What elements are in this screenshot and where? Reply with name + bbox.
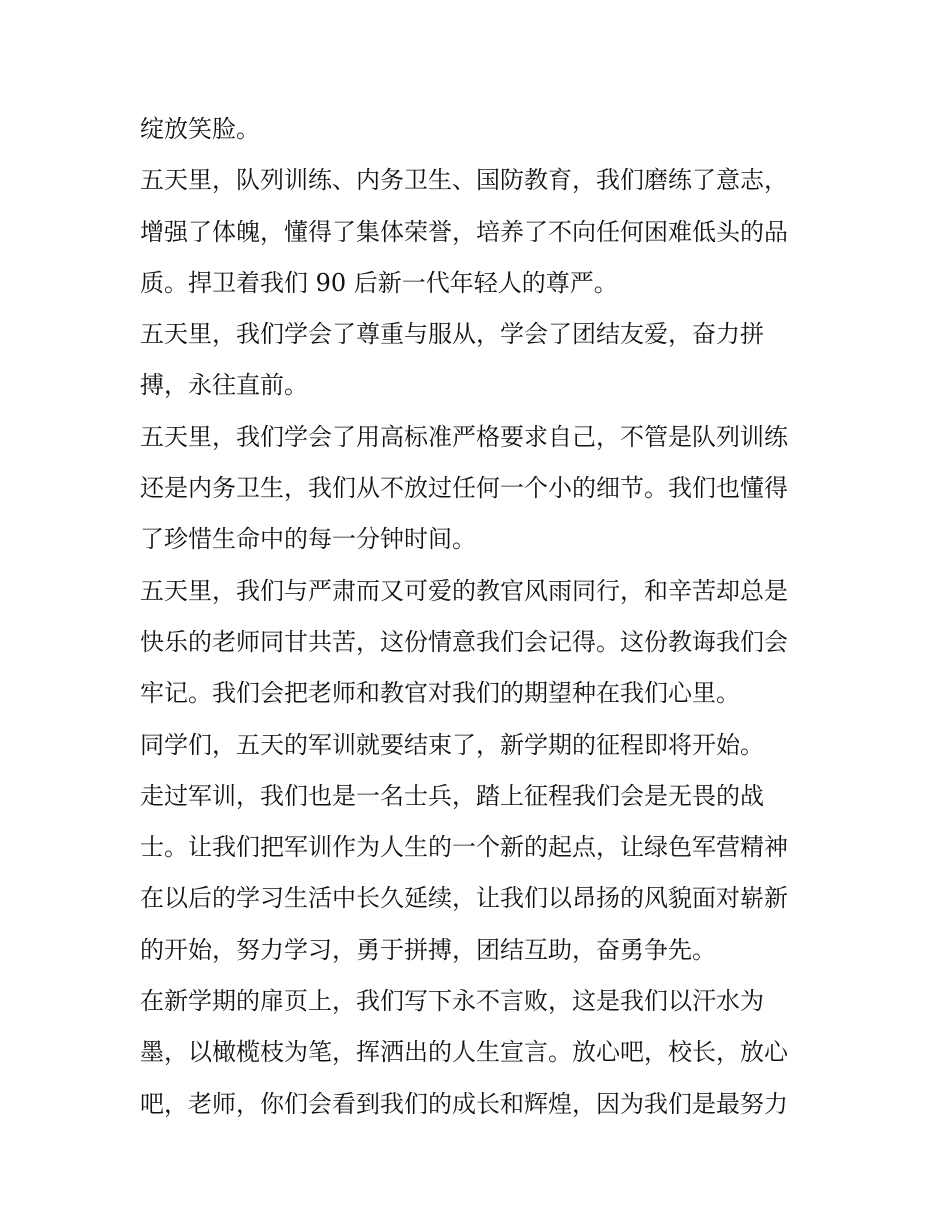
text-line: 五天里，我们学会了用高标准严格要求自己，不管是队列训练 [140, 422, 788, 451]
text-line: 五天里，我们与严肃而又可爱的教官风雨同行，和辛苦却总是 [140, 576, 788, 605]
text-line: 吧，老师，你们会看到我们的成长和辉煌，因为我们是最努力 [140, 1089, 788, 1118]
text-line: 增强了体魄，懂得了集体荣誉，培养了不向任何困难低头的品 [140, 217, 788, 246]
text-line: 牢记。我们会把老师和教官对我们的期望种在我们心里。 [140, 679, 740, 708]
text-line: 的开始，努力学习，勇于拼搏，团结互助，奋勇争先。 [140, 935, 716, 964]
text-line: 还是内务卫生，我们从不放过任何一个小的细节。我们也懂得 [140, 474, 788, 503]
text-line: 士。让我们把军训作为人生的一个新的起点，让绿色军营精神 [140, 833, 788, 862]
text-line: 走过军训，我们也是一名士兵，踏上征程我们会是无畏的战 [140, 781, 764, 810]
body-text [140, 104, 820, 1130]
text-line: 了珍惜生命中的每一分钟时间。 [140, 525, 476, 554]
text-line: 搏，永往直前。 [140, 371, 308, 400]
text-line: 墨，以橄榄枝为笔，挥洒出的人生宣言。放心吧，校长，放心 [140, 1038, 788, 1067]
text-line: 五天里，队列训练、内务卫生、国防教育，我们磨练了意志， [140, 166, 788, 195]
text-line: 绽放笑脸。 [140, 115, 260, 143]
text-line: 同学们，五天的军训就要结束了，新学期的征程即将开始。 [140, 730, 764, 759]
text-line: 质。捍卫着我们 90 后新一代年轻人的尊严。 [140, 268, 618, 297]
text-line: 在新学期的扉页上，我们写下永不言败，这是我们以汗水为 [140, 987, 764, 1016]
text-line: 快乐的老师同甘共苦，这份情意我们会记得。这份教诲我们会 [140, 627, 788, 656]
text-line: 在以后的学习生活中长久延续，让我们以昂扬的风貌面对崭新 [140, 884, 788, 913]
text-line: 五天里，我们学会了尊重与服从，学会了团结友爱，奋力拼 [140, 320, 764, 349]
